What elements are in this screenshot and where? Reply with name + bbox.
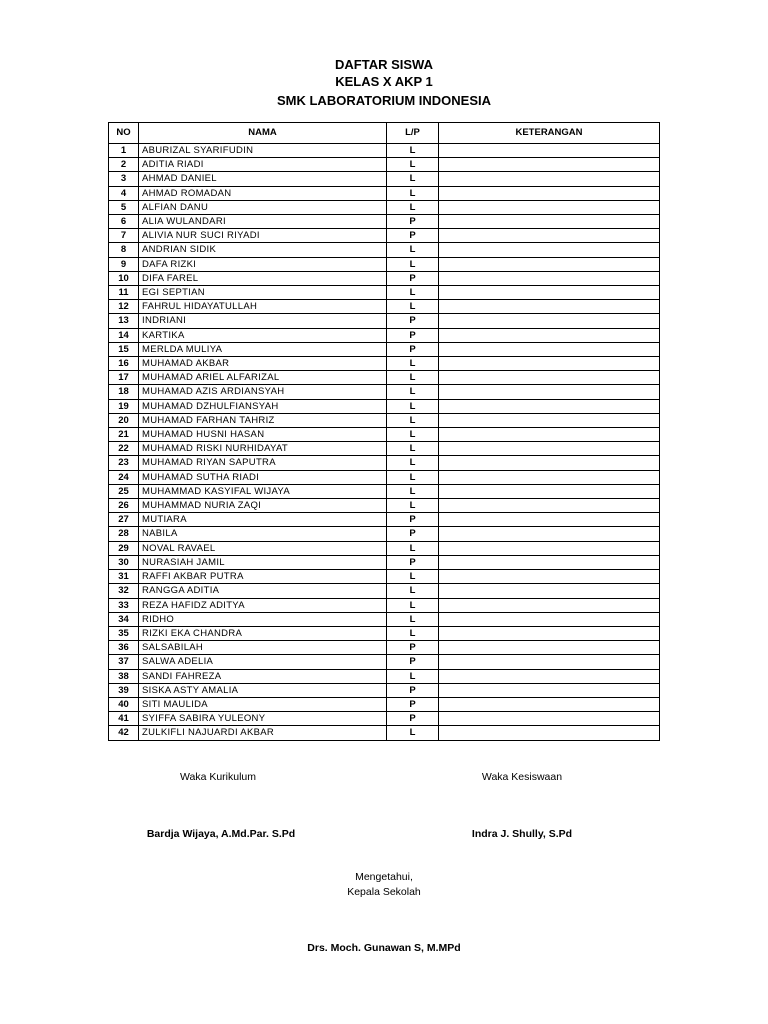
table-row <box>109 513 660 527</box>
cell-no: 15 <box>109 342 139 356</box>
cell-nama: ALIVIA NUR SUCI RIYADI <box>139 229 387 243</box>
cell-nama: NABILA <box>139 527 387 541</box>
cell-ket <box>439 499 660 513</box>
cell-lp: P <box>387 527 439 541</box>
cell-nama: MUHAMAD ARIEL ALFARIZAL <box>139 371 387 385</box>
cell-lp: L <box>387 584 439 598</box>
cell-no: 36 <box>109 641 139 655</box>
cell-lp: L <box>387 413 439 427</box>
cell-nama: SISKA ASTY AMALIA <box>139 683 387 697</box>
cell-lp: P <box>387 314 439 328</box>
cell-nama: AHMAD DANIEL <box>139 172 387 186</box>
cell-lp: L <box>387 357 439 371</box>
cell-nama: SANDI FAHREZA <box>139 669 387 683</box>
table-row <box>109 357 660 371</box>
table-row <box>109 697 660 711</box>
cell-ket <box>439 413 660 427</box>
table-row <box>109 257 660 271</box>
column-header-nama: NAMA <box>139 123 387 144</box>
cell-no: 24 <box>109 470 139 484</box>
cell-ket <box>439 172 660 186</box>
cell-no: 12 <box>109 300 139 314</box>
table-row <box>109 186 660 200</box>
column-header-no: NO <box>109 123 139 144</box>
cell-ket <box>439 271 660 285</box>
cell-ket <box>439 697 660 711</box>
table-row <box>109 442 660 456</box>
table-row <box>109 428 660 442</box>
cell-lp: L <box>387 144 439 158</box>
cell-nama: MUHAMAD RIYAN SAPUTRA <box>139 456 387 470</box>
cell-nama: MUHAMAD RISKI NURHIDAYAT <box>139 442 387 456</box>
cell-lp: P <box>387 215 439 229</box>
cell-lp: L <box>387 669 439 683</box>
cell-no: 20 <box>109 413 139 427</box>
cell-lp: L <box>387 257 439 271</box>
cell-lp: P <box>387 555 439 569</box>
cell-nama: MUTIARA <box>139 513 387 527</box>
table-row <box>109 371 660 385</box>
table-row <box>109 456 660 470</box>
class-title: KELAS X AKP 1 <box>335 74 433 89</box>
cell-ket <box>439 555 660 569</box>
waka-kesiswaan-name: Indra J. Shully, S.Pd <box>471 828 573 840</box>
cell-lp: P <box>387 655 439 669</box>
cell-lp: L <box>387 499 439 513</box>
cell-lp: L <box>387 598 439 612</box>
cell-lp: L <box>387 172 439 186</box>
cell-ket <box>439 541 660 555</box>
mengetahui-label: Mengetahui, <box>355 871 413 883</box>
cell-nama: SITI MAULIDA <box>139 697 387 711</box>
table-row <box>109 399 660 413</box>
column-header-lp: L/P <box>387 123 439 144</box>
cell-ket <box>439 158 660 172</box>
table-row <box>109 328 660 342</box>
cell-no: 14 <box>109 328 139 342</box>
cell-no: 27 <box>109 513 139 527</box>
cell-ket <box>439 257 660 271</box>
cell-no: 30 <box>109 555 139 569</box>
cell-ket <box>439 655 660 669</box>
table-row <box>109 669 660 683</box>
cell-lp: P <box>387 271 439 285</box>
cell-nama: MUHAMMAD NURIA ZAQI <box>139 499 387 513</box>
table-row <box>109 300 660 314</box>
cell-ket <box>439 612 660 626</box>
cell-nama: RAFFI AKBAR PUTRA <box>139 570 387 584</box>
cell-ket <box>439 513 660 527</box>
cell-nama: FAHRUL HIDAYATULLAH <box>139 300 387 314</box>
cell-lp: L <box>387 570 439 584</box>
cell-nama: REZA HAFIDZ ADITYA <box>139 598 387 612</box>
cell-nama: SYIFFA SABIRA YULEONY <box>139 712 387 726</box>
table-row <box>109 229 660 243</box>
cell-lp: L <box>387 385 439 399</box>
cell-ket <box>439 584 660 598</box>
cell-ket <box>439 598 660 612</box>
cell-no: 22 <box>109 442 139 456</box>
column-header-keterangan: KETERANGAN <box>439 123 660 144</box>
cell-nama: ADITIA RIADI <box>139 158 387 172</box>
cell-ket <box>439 371 660 385</box>
cell-nama: MUHAMAD HUSNI HASAN <box>139 428 387 442</box>
cell-lp: L <box>387 456 439 470</box>
cell-nama: MUHAMAD AZIS ARDIANSYAH <box>139 385 387 399</box>
cell-nama: ZULKIFLI NAJUARDI AKBAR <box>139 726 387 740</box>
cell-no: 21 <box>109 428 139 442</box>
cell-lp: L <box>387 371 439 385</box>
cell-nama: EGI SEPTIAN <box>139 286 387 300</box>
cell-no: 26 <box>109 499 139 513</box>
cell-lp: L <box>387 243 439 257</box>
cell-ket <box>439 286 660 300</box>
table-row <box>109 172 660 186</box>
cell-no: 29 <box>109 541 139 555</box>
cell-ket <box>439 200 660 214</box>
table-row <box>109 612 660 626</box>
cell-nama: DAFA RIZKI <box>139 257 387 271</box>
kepala-sekolah-name: Drs. Moch. Gunawan S, M.MPd <box>307 942 461 954</box>
cell-lp: L <box>387 286 439 300</box>
cell-ket <box>439 442 660 456</box>
document-title: DAFTAR SISWA <box>335 57 433 72</box>
kepala-sekolah-label: Kepala Sekolah <box>347 886 421 898</box>
cell-no: 16 <box>109 357 139 371</box>
table-row <box>109 584 660 598</box>
cell-lp: P <box>387 697 439 711</box>
waka-kesiswaan-label: Waka Kesiswaan <box>481 771 563 783</box>
cell-no: 2 <box>109 158 139 172</box>
cell-ket <box>439 328 660 342</box>
student-table <box>108 122 660 741</box>
table-row <box>109 527 660 541</box>
waka-kurikulum-label: Waka Kurikulum <box>179 771 257 783</box>
cell-no: 28 <box>109 527 139 541</box>
cell-ket <box>439 357 660 371</box>
cell-ket <box>439 314 660 328</box>
cell-no: 34 <box>109 612 139 626</box>
cell-lp: L <box>387 541 439 555</box>
cell-nama: RIZKI EKA CHANDRA <box>139 626 387 640</box>
cell-ket <box>439 683 660 697</box>
table-row <box>109 655 660 669</box>
cell-lp: P <box>387 683 439 697</box>
cell-no: 38 <box>109 669 139 683</box>
cell-ket <box>439 186 660 200</box>
cell-no: 18 <box>109 385 139 399</box>
cell-no: 39 <box>109 683 139 697</box>
cell-nama: MUHAMAD DZHULFIANSYAH <box>139 399 387 413</box>
table-row <box>109 158 660 172</box>
cell-ket <box>439 300 660 314</box>
table-row <box>109 484 660 498</box>
cell-no: 42 <box>109 726 139 740</box>
table-row <box>109 726 660 740</box>
table-row <box>109 499 660 513</box>
cell-lp: L <box>387 470 439 484</box>
cell-lp: P <box>387 712 439 726</box>
table-row <box>109 570 660 584</box>
table-row <box>109 200 660 214</box>
waka-kurikulum-name: Bardja Wijaya, A.Md.Par. S.Pd <box>146 828 296 840</box>
cell-no: 23 <box>109 456 139 470</box>
cell-ket <box>439 726 660 740</box>
cell-lp: L <box>387 158 439 172</box>
cell-ket <box>439 229 660 243</box>
cell-ket <box>439 342 660 356</box>
cell-ket <box>439 144 660 158</box>
cell-lp: L <box>387 442 439 456</box>
cell-lp: L <box>387 626 439 640</box>
cell-no: 33 <box>109 598 139 612</box>
cell-no: 11 <box>109 286 139 300</box>
cell-no: 1 <box>109 144 139 158</box>
cell-ket <box>439 712 660 726</box>
cell-nama: ANDRIAN SIDIK <box>139 243 387 257</box>
cell-lp: L <box>387 484 439 498</box>
cell-no: 37 <box>109 655 139 669</box>
cell-nama: RANGGA ADITIA <box>139 584 387 598</box>
cell-nama: MUHAMMAD KASYIFAL WIJAYA <box>139 484 387 498</box>
cell-nama: KARTIKA <box>139 328 387 342</box>
cell-nama: ABURIZAL SYARIFUDIN <box>139 144 387 158</box>
cell-nama: RIDHO <box>139 612 387 626</box>
table-row <box>109 215 660 229</box>
table-row <box>109 271 660 285</box>
table-row <box>109 598 660 612</box>
cell-no: 10 <box>109 271 139 285</box>
table-row <box>109 626 660 640</box>
cell-lp: P <box>387 513 439 527</box>
cell-ket <box>439 641 660 655</box>
cell-lp: L <box>387 200 439 214</box>
table-row <box>109 541 660 555</box>
cell-ket <box>439 570 660 584</box>
cell-lp: L <box>387 186 439 200</box>
cell-no: 8 <box>109 243 139 257</box>
cell-lp: L <box>387 399 439 413</box>
table-row <box>109 683 660 697</box>
cell-no: 31 <box>109 570 139 584</box>
cell-no: 6 <box>109 215 139 229</box>
cell-nama: INDRIANI <box>139 314 387 328</box>
cell-nama: SALWA ADELIA <box>139 655 387 669</box>
cell-nama: MUHAMAD FARHAN TAHRIZ <box>139 413 387 427</box>
cell-ket <box>439 456 660 470</box>
cell-ket <box>439 399 660 413</box>
school-title: SMK LABORATORIUM INDONESIA <box>276 93 492 108</box>
cell-nama: MUHAMAD SUTHA RIADI <box>139 470 387 484</box>
cell-nama: DIFA FAREL <box>139 271 387 285</box>
cell-no: 17 <box>109 371 139 385</box>
table-row <box>109 385 660 399</box>
cell-lp: L <box>387 300 439 314</box>
cell-lp: L <box>387 428 439 442</box>
cell-no: 5 <box>109 200 139 214</box>
cell-nama: SALSABILAH <box>139 641 387 655</box>
cell-ket <box>439 626 660 640</box>
table-row <box>109 641 660 655</box>
cell-lp: P <box>387 328 439 342</box>
cell-no: 7 <box>109 229 139 243</box>
cell-nama: NURASIAH JAMIL <box>139 555 387 569</box>
cell-lp: P <box>387 229 439 243</box>
table-header-row <box>109 123 660 144</box>
cell-lp: L <box>387 726 439 740</box>
cell-no: 40 <box>109 697 139 711</box>
cell-lp: P <box>387 641 439 655</box>
table-row <box>109 555 660 569</box>
cell-no: 19 <box>109 399 139 413</box>
table-row <box>109 413 660 427</box>
cell-nama: ALIA WULANDARI <box>139 215 387 229</box>
table-row <box>109 144 660 158</box>
cell-lp: P <box>387 342 439 356</box>
table-row <box>109 342 660 356</box>
cell-lp: L <box>387 612 439 626</box>
cell-ket <box>439 385 660 399</box>
cell-no: 13 <box>109 314 139 328</box>
table-row <box>109 314 660 328</box>
cell-nama: MUHAMAD AKBAR <box>139 357 387 371</box>
table-row <box>109 286 660 300</box>
cell-ket <box>439 669 660 683</box>
table-row <box>109 243 660 257</box>
cell-nama: ALFIAN DANU <box>139 200 387 214</box>
cell-no: 25 <box>109 484 139 498</box>
cell-ket <box>439 484 660 498</box>
cell-no: 32 <box>109 584 139 598</box>
cell-no: 9 <box>109 257 139 271</box>
table-row <box>109 712 660 726</box>
cell-no: 3 <box>109 172 139 186</box>
cell-ket <box>439 470 660 484</box>
cell-ket <box>439 243 660 257</box>
cell-nama: AHMAD ROMADAN <box>139 186 387 200</box>
cell-ket <box>439 215 660 229</box>
cell-no: 35 <box>109 626 139 640</box>
cell-no: 4 <box>109 186 139 200</box>
cell-no: 41 <box>109 712 139 726</box>
cell-ket <box>439 527 660 541</box>
table-row <box>109 470 660 484</box>
cell-ket <box>439 428 660 442</box>
cell-nama: MERLDA MULIYA <box>139 342 387 356</box>
cell-nama: NOVAL RAVAEL <box>139 541 387 555</box>
